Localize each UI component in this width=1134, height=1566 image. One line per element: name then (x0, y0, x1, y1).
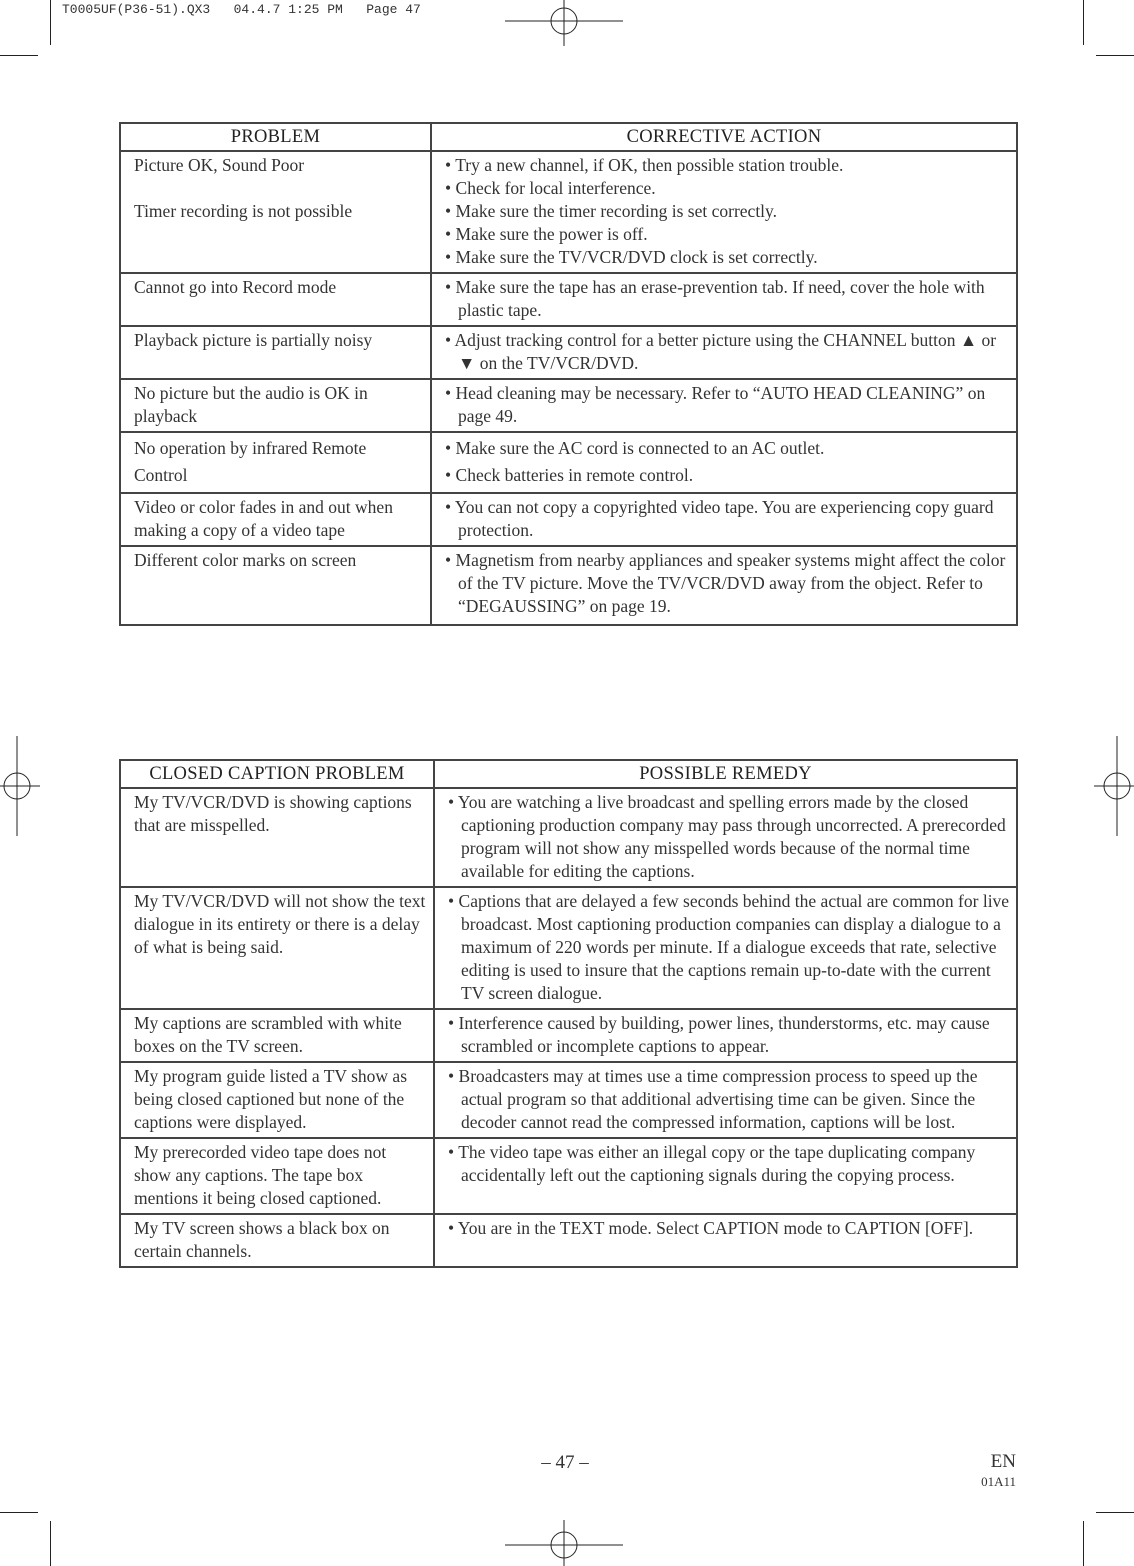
problem-cell: Different color marks on screen (120, 546, 431, 625)
table-row (120, 493, 1017, 546)
remedy-cell (434, 1062, 1017, 1138)
table-row (120, 151, 1017, 273)
problem-cell: Cannot go into Record mode (120, 273, 431, 326)
action-cell (431, 326, 1017, 379)
remedy-item: • Captions that are delayed a few seconds behind the actual are common for live broadcast. Most captioning production companies can display a dialogue to a maximum of 220 words per minute. If a dialogue exceeds that rate, selective editing is used to insure that the captions remain up-to-date with the current TV screen dialogue. (448, 891, 1010, 1003)
page-number: – 47 – (541, 1452, 589, 1473)
crop-mark (1083, 1521, 1084, 1566)
table-row (120, 1214, 1017, 1267)
language-code (981, 1452, 1016, 1492)
problem-cell: No picture but the audio is OK in playback (120, 379, 431, 432)
table-row (120, 1009, 1017, 1062)
problem-cell: My program guide listed a TV show as being closed captioned but none of the captions were displayed. (120, 1062, 434, 1138)
table-row (120, 379, 1017, 432)
crop-mark (1096, 55, 1134, 56)
remedy-item: • Interference caused by building, power lines, thunderstorms, etc. may cause scrambled or incomplete captions to appear. (448, 1013, 990, 1056)
table-row (120, 326, 1017, 379)
action-cell (431, 546, 1017, 625)
problem-text: Picture OK, Sound Poor (134, 155, 305, 175)
table-header-row (120, 123, 1017, 151)
remedy-cell (434, 788, 1017, 887)
crop-mark (1096, 1512, 1134, 1513)
action-item: • Make sure the tape has an erase-prevention tab. If need, cover the hole with plastic tape. (445, 277, 985, 320)
document-code: 01A11 (981, 1474, 1016, 1489)
action-item: • You can not copy a copyrighted video tape. You are experiencing copy guard protection. (445, 497, 994, 540)
registration-mark-top (505, 0, 623, 46)
action-item: • Make sure the power is off. (445, 224, 648, 244)
problem-cell: Playback picture is partially noisy (120, 326, 431, 379)
action-cell (431, 432, 1017, 493)
column-header-closed-caption-problem: CLOSED CAPTION PROBLEM (120, 760, 434, 788)
remedy-item: • The video tape was either an illegal copy or the tape duplicating company accidentally left out the captioning signals during the copying process. (448, 1142, 976, 1185)
problem-cell: My TV/VCR/DVD will not show the text dialogue in its entirety or there is a delay of what is being said. (120, 887, 434, 1009)
closed-caption-table (119, 759, 1018, 1268)
crop-mark (1083, 0, 1084, 45)
table-row (120, 1062, 1017, 1138)
action-cell (431, 151, 1017, 273)
remedy-item: • Broadcasters may at times use a time compression process to speed up the actual program so that additional advertising time can be given. Since the decoder cannot read the compressed information, captions will be lost. (448, 1066, 978, 1132)
crop-mark (0, 1512, 38, 1513)
action-item: • Adjust tracking control for a better picture using the CHANNEL button ▲ or ▼ on the TV/VCR/DVD. (445, 330, 997, 373)
remedy-cell (434, 887, 1017, 1009)
table-row (120, 273, 1017, 326)
action-cell (431, 493, 1017, 546)
table-row (120, 788, 1017, 887)
troubleshooting-table (119, 122, 1018, 626)
action-cell (431, 273, 1017, 326)
action-item: • Head cleaning may be necessary. Refer to “AUTO HEAD CLEANING” on page 49. (445, 383, 986, 426)
problem-cell (120, 151, 431, 273)
column-header-problem: PROBLEM (120, 123, 431, 151)
registration-mark-left (0, 736, 40, 836)
remedy-item: • You are in the TEXT mode. Select CAPTION mode to CAPTION [OFF]. (448, 1218, 974, 1238)
spacer (134, 177, 424, 200)
column-header-possible-remedy: POSSIBLE REMEDY (434, 760, 1017, 788)
action-item: • Magnetism from nearby appliances and speaker systems might affect the color of the TV picture. Move the TV/VCR/DVD away from the object. Refer to “DEGAUSSING” on page 19. (445, 550, 1006, 616)
problem-cell: My captions are scrambled with white boxes on the TV screen. (120, 1009, 434, 1062)
crop-mark (50, 0, 51, 45)
action-item: • Make sure the AC cord is connected to an AC outlet. (445, 438, 825, 458)
action-item: • Make sure the TV/VCR/DVD clock is set correctly. (445, 247, 818, 267)
problem-cell: Video or color fades in and out when making a copy of a video tape (120, 493, 431, 546)
problem-cell: My prerecorded video tape does not show any captions. The tape box mentions it being closed captioned. (120, 1138, 434, 1214)
language-label: EN (990, 1451, 1016, 1472)
crop-mark (0, 55, 38, 56)
remedy-cell (434, 1138, 1017, 1214)
print-slug: T0005UF(P36-51).QX3 04.4.7 1:25 PM Page 47 (62, 2, 421, 17)
crop-mark (50, 1521, 51, 1566)
problem-cell: My TV screen shows a black box on certain channels. (120, 1214, 434, 1267)
action-item: • Check for local interference. (445, 178, 656, 198)
remedy-item: • You are watching a live broadcast and spelling errors made by the closed captioning production company may pass through uncorrected. A prerecorded program will not show any misspelled words because of the normal time available for editing the captions. (448, 792, 1006, 881)
table-row (120, 546, 1017, 625)
column-header-corrective-action: CORRECTIVE ACTION (431, 123, 1017, 151)
table-row (120, 1138, 1017, 1214)
problem-cell: My TV/VCR/DVD is showing captions that are misspelled. (120, 788, 434, 887)
table-row (120, 432, 1017, 493)
registration-mark-right (1094, 736, 1134, 836)
table-header-row (120, 760, 1017, 788)
registration-mark-bottom (505, 1520, 623, 1566)
remedy-cell (434, 1214, 1017, 1267)
problem-cell: No operation by infrared Remote Control (120, 432, 431, 493)
action-item: • Try a new channel, if OK, then possible station trouble. (445, 155, 844, 175)
action-cell (431, 379, 1017, 432)
problem-text: Timer recording is not possible (134, 201, 353, 221)
action-item: • Check batteries in remote control. (445, 465, 694, 485)
action-item: • Make sure the timer recording is set correctly. (445, 201, 778, 221)
table-row (120, 887, 1017, 1009)
remedy-cell (434, 1009, 1017, 1062)
